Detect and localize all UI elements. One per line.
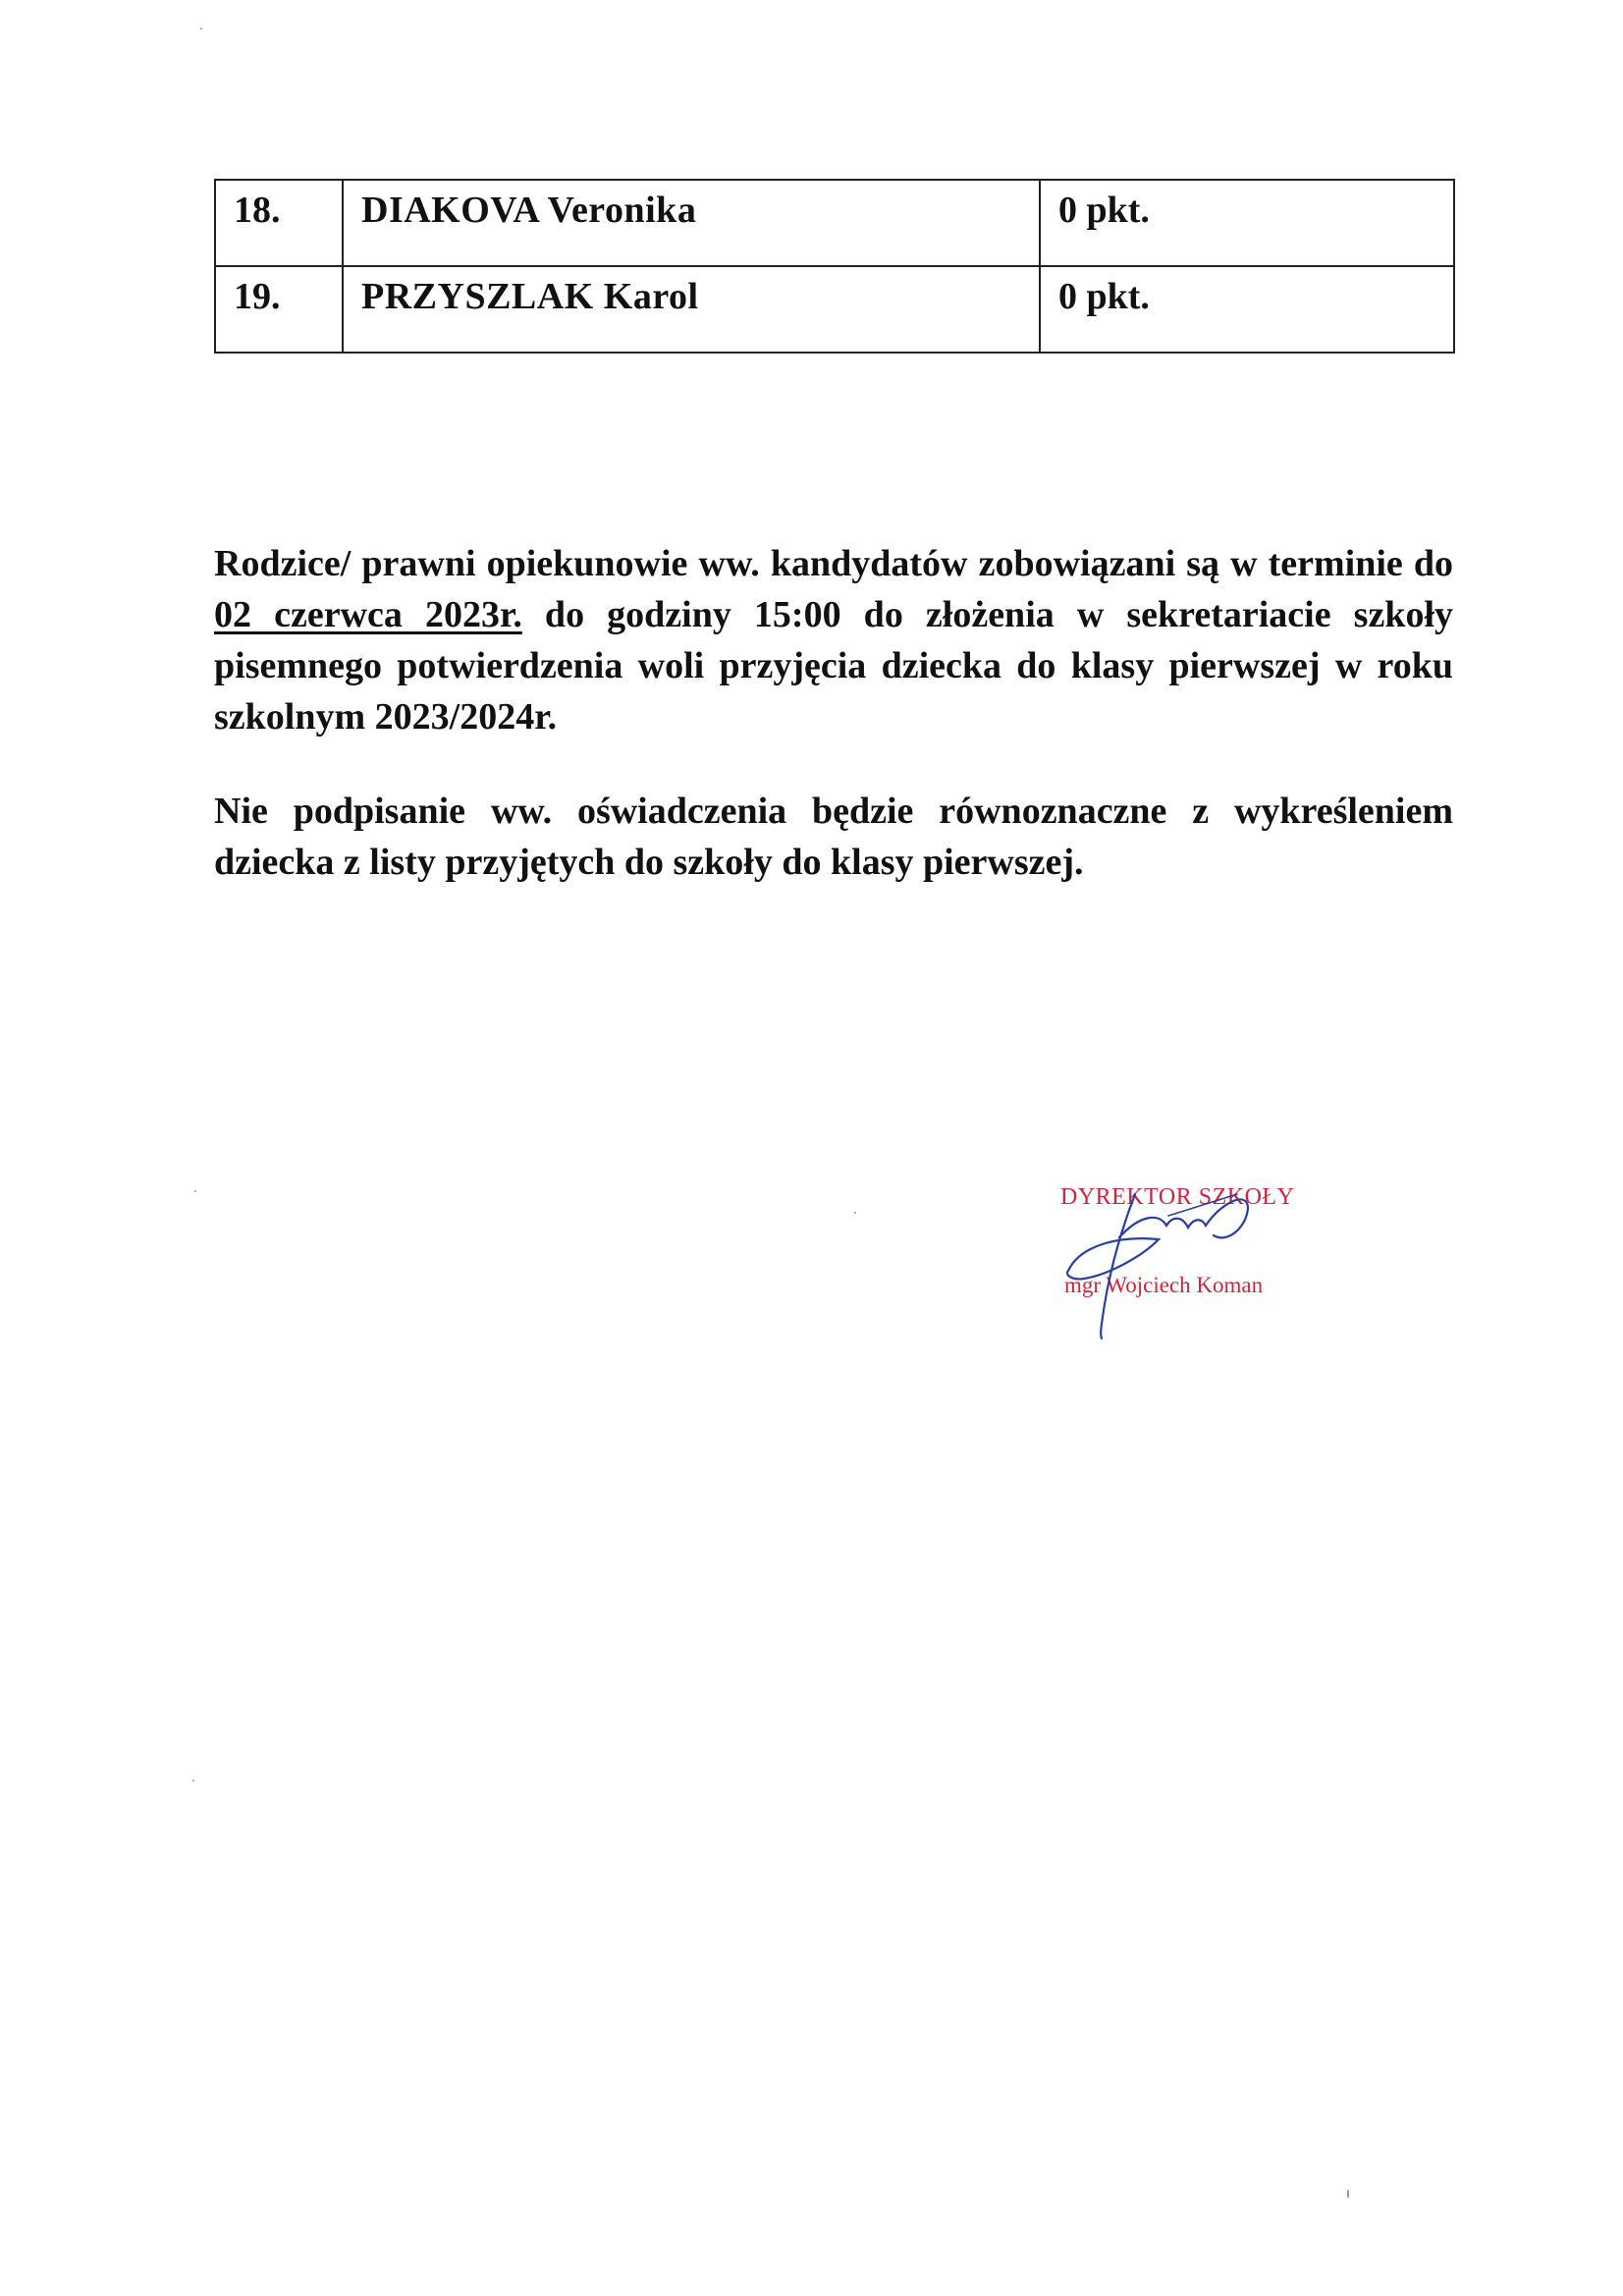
table-row — [215, 266, 1454, 353]
candidate-name: DIAKOVA Veronika — [343, 180, 1040, 266]
row-number: 19. — [215, 266, 343, 353]
row-number: 18. — [215, 180, 343, 266]
candidate-points: 0 pkt. — [1040, 266, 1454, 353]
handwritten-signature — [1051, 1176, 1325, 1343]
consequence-notice: Nie podpisanie ww. oświadczenia będzie równoznaczne z wykreśleniem dziecka z listy przyjętych do szkoły do klasy pierwszej. — [214, 791, 1453, 883]
scan-speck — [1347, 2190, 1349, 2198]
candidate-name: PRZYSZLAK Karol — [343, 266, 1040, 353]
scan-speck — [200, 27, 202, 29]
notice-text-end: do godziny 15:00 do złożenia w sekretariacie szkoły pisemnego potwierdzenia woli przyjęcia dziecka do klasy pierwszej w roku szkolnym 2023/2024r. — [214, 594, 1454, 738]
stamp-title: DYREKTOR SZKOŁY — [1060, 1184, 1295, 1210]
deadline-date: 02 czerwca 2023r. — [214, 594, 522, 635]
table-row — [215, 180, 1454, 266]
results-table — [214, 179, 1455, 354]
scan-speck — [194, 1190, 196, 1192]
scan-speck — [854, 1212, 856, 1214]
stamp-name: mgr Wojciech Koman — [1064, 1273, 1264, 1297]
notice-text-start: Rodzice/ prawni opiekunowie ww. kandydatów zobowiązani są w terminie do — [214, 543, 1453, 584]
scan-speck — [192, 1779, 194, 1781]
confirmation-notice — [214, 538, 1453, 742]
candidate-points: 0 pkt. — [1040, 180, 1454, 266]
director-stamp — [1051, 1176, 1325, 1334]
